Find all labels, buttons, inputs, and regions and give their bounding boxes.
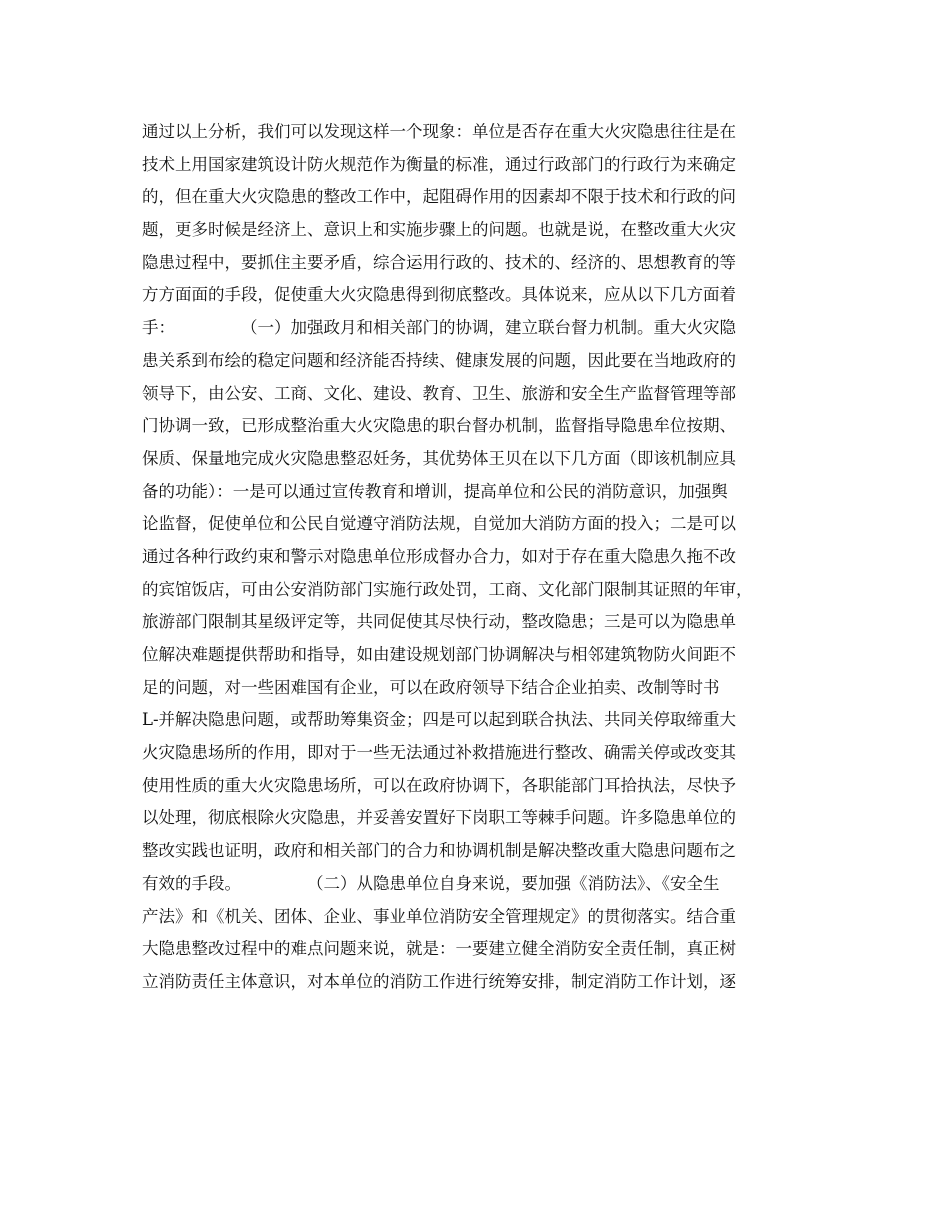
body-text	[142, 116, 822, 999]
text-line: 有效的手段。 （二）从隐患单位自身来说，要加强《消防法》、《安全生	[142, 873, 720, 893]
text-line: 论监督，促使单位和公民自觉遵守消防法规，自觉加大消防方面的投入；二是可以	[142, 514, 736, 534]
text-line: 门协调一致，已形成整治重大火灾隐患的职台督办机制，监督指导隐患牟位按期、	[142, 416, 736, 436]
text-line: 产法》和《机关、团体、企业、事业单位消防安全管理规定》的贯彻落实。结合重	[142, 906, 736, 926]
text-line: 通过各种行政约束和警示对隐患单位形成督办合力，如对于存在重大隐患久拖不改	[142, 546, 736, 566]
text-line: 领导下，由公安、工商、文化、建设、教育、卫生、旅游和安全生产监督管理等部	[142, 383, 736, 403]
text-line: 通过以上分析，我们可以发现这样一个现象：单位是否存在重大火灾隐患往往是在	[142, 122, 736, 141]
text-line: 题，更多时候是经济上、意识上和实施步骤上的问题。也就是说，在整改重大火灾	[142, 220, 736, 240]
text-line: L-并解决隐患问题，或帮助筹集资金；四是可以起到联合执法、共同关停取缔重大	[142, 710, 737, 730]
text-line: 火灾隐患场所的作用，即对于一些无法通过补救措施进行整改、确需关停或改变其	[142, 743, 736, 763]
text-line: 位解决难题提供帮助和指导，如由建设规划部门协调解决与相邻建筑物防火间距不	[142, 645, 736, 664]
text-line: 旅游部门限制其星级评定等，共同促使其尽快行动，整改隐患；三是可以为隐患单	[142, 612, 736, 632]
text-line: 手： （一）加强政月和相关部门的协调，建立联台督力机制。重大火灾隐	[142, 318, 736, 338]
text-line: 立消防责任主体意识，对本单位的消防工作进行统筹安排，制定消防工作计划，逐	[142, 971, 736, 991]
text-line: 大隐患整改过程中的难点问题来说，就是：一要建立健全消防安全责任制，真正树	[142, 939, 736, 959]
text-line: 以处理，彻底根除火灾隐患，并妥善安置好下岗职工等棘手问题。许多隐患单位的	[142, 808, 736, 828]
text-line: 使用性质的重大火灾隐患场所，可以在政府协调下，各职能部门耳拾执法，尽快予	[142, 775, 736, 795]
text-line: 保质、保量地完成火灾隐患整忍妊务，其优势体王贝在以下几方面（即该机制应具	[142, 448, 736, 468]
text-line: 的宾馆饭店，可由公安消防部门实施行政处罚，工商、文化部门限制其证照的年审，	[142, 579, 753, 599]
text-line: 的，但在重大火灾隐患的整改工作中，起阻碍作用的因素却不限于技术和行政的问	[142, 187, 736, 207]
text-line: 技术上用国家建筑设计防火规范作为衡量的标准，通过行政部门的行政行为来确定	[142, 154, 736, 174]
text-line: 患关系到布绘的稳定问题和经济能否持续、健康发展的问题，因此要在当地政府的	[142, 350, 736, 370]
text-line: 整改实践也证明，政府和相关部门的合力和协调机制是解决整改重大隐患问题布之	[142, 841, 736, 861]
text-line: 备的功能）：一是可以通过宣传教育和增训，提高单位和公民的消防意识，加强舆	[142, 481, 728, 501]
text-line: 隐患过程中，要抓住主要矛盾，综合运用行政的、技术的、经济的、思想教育的等	[142, 252, 736, 272]
text-line: 足的问题，对一些困难国有企业，可以在政府领导下结合企业拍卖、改制等时书	[142, 677, 720, 697]
text-line: 方方面面的手段，促使重大火灾隐患得到彻底整改。具体说来，应从以下几方面着	[142, 285, 736, 305]
